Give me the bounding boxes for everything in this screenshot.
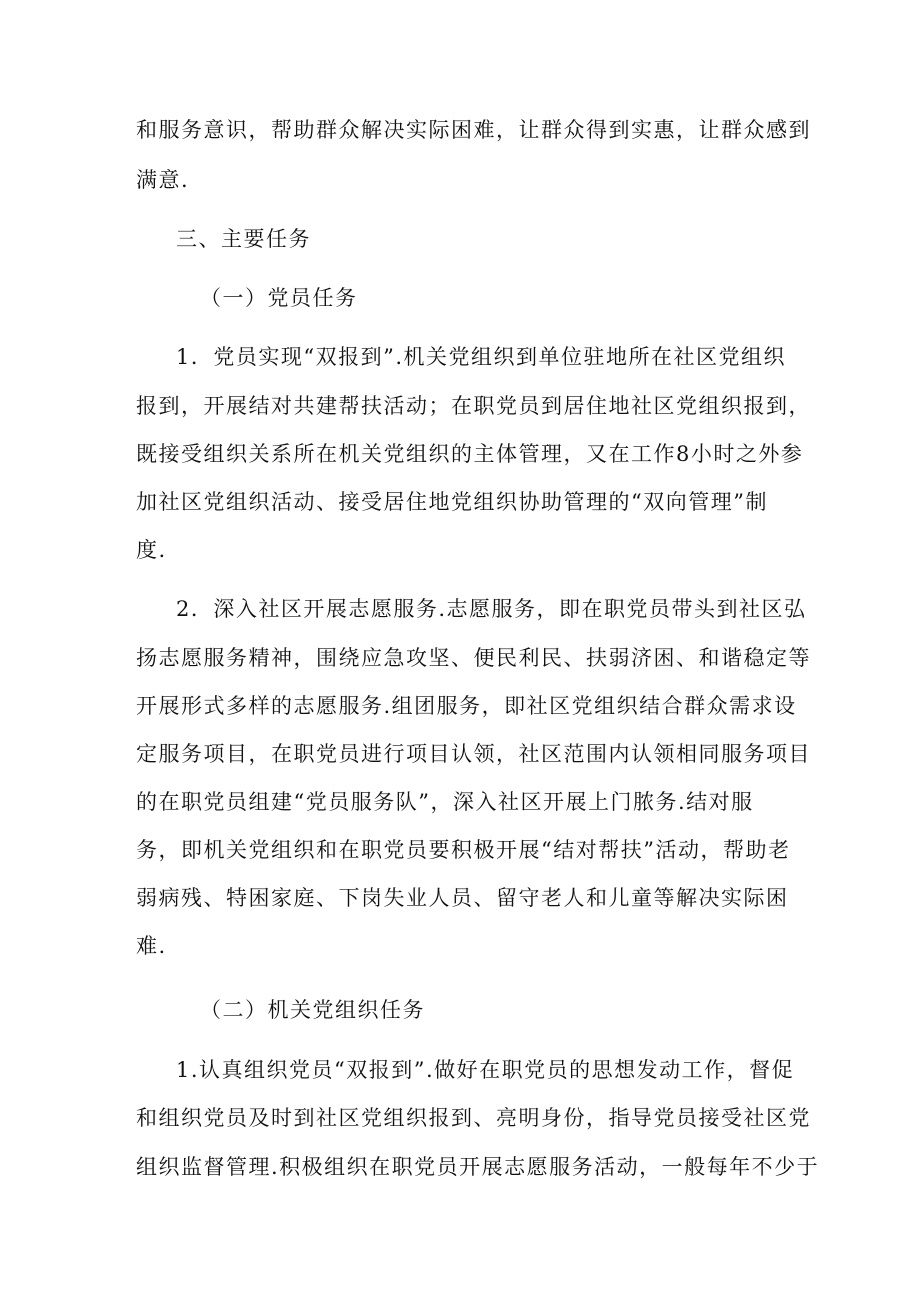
body-text-line: 和服务意识，帮助群众解决实际困难，让群众得到实惠，让群众感到: [136, 118, 811, 142]
body-text-line: 的在职党员组建“党员服务队”，深入社区开展上门脓务.结对服: [136, 790, 754, 814]
body-text-line: 定服务项目，在职党员进行项目认领，社区范围内认领相同服务项目: [136, 742, 811, 766]
subsection-heading: （一）党员任务: [200, 286, 358, 310]
body-text-line: 弱病残、特困家庭、下岗失业人员、留守老人和儿童等解决实际困: [136, 886, 789, 910]
body-text-line: 扬志愿服务精神，围绕应急攻坚、便民利民、扶弱济困、和谐稳定等: [136, 646, 811, 670]
body-text-line: 满意.: [136, 168, 190, 192]
body-text-line: 务，即机关党组织和在职党员要积极开展“结对帮扶”活动，帮助老: [136, 838, 791, 862]
subsection-heading: （二）机关党组织任务: [200, 998, 425, 1022]
body-text-line: 开展形式多样的志愿服务.组团服务，即社区党组织结合群众需求设: [136, 694, 797, 718]
body-text-line: 既接受组织关系所在机关党组织的主体管理，又在工作8小时之外参: [136, 442, 804, 466]
body-text-line: 和组织党员及时到社区党组织报到、亮明身份，指导党员接受社区党: [136, 1106, 811, 1130]
body-text-line: 1．党员实现“双报到”.机关党组织到单位驻地所在社区党组织: [176, 345, 787, 369]
body-text-line: 度.: [136, 538, 167, 562]
body-text-line: 1.认真组织党员“双报到”.做好在职党员的思想发动工作，督促: [176, 1058, 795, 1082]
body-text-line: 组织监督管理.积极组织在职党员开展志愿服务活动，一般每年不少于: [136, 1155, 820, 1179]
body-text-line: 2．深入社区开展志愿服务.志愿服务，即在职党员带头到社区弘: [176, 597, 807, 621]
body-text-line: 加社区党组织活动、接受居住地党组织协助管理的“双向管理”制: [136, 490, 768, 514]
section-heading: 三、主要任务: [176, 227, 311, 251]
body-text-line: 难.: [136, 934, 167, 958]
body-text-line: 报到，开展结对共建帮扶活动；在职党员到居住地社区党组织报到，: [136, 394, 811, 418]
